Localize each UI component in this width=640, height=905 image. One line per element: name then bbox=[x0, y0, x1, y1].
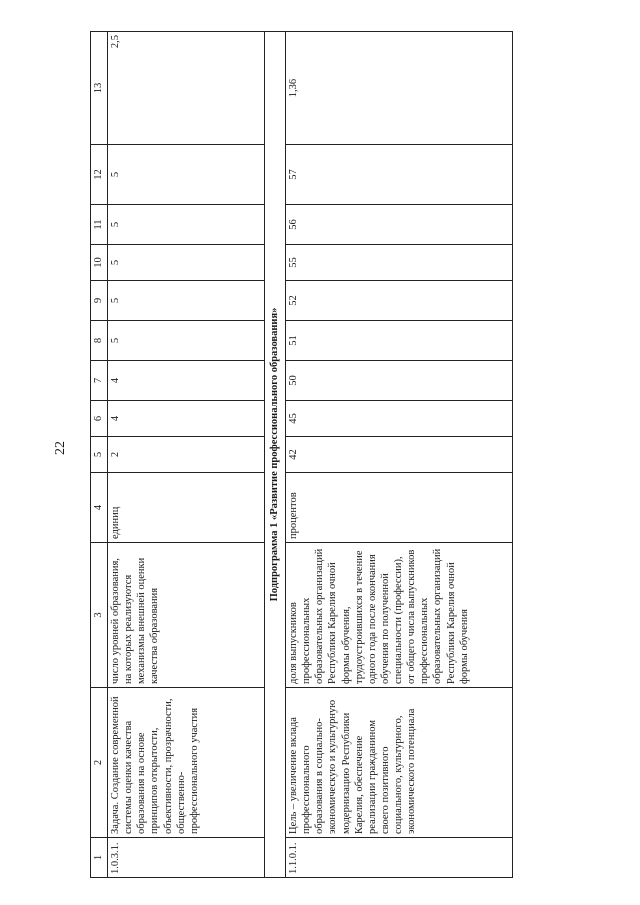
row-value: 4 bbox=[108, 401, 265, 437]
rotated-table-wrapper bbox=[90, 32, 500, 878]
header-cell: 5 bbox=[91, 437, 108, 473]
header-cell: 1 bbox=[91, 838, 108, 878]
header-cell: 11 bbox=[91, 205, 108, 245]
row-code: 1.0.3.1. bbox=[108, 838, 265, 878]
header-cell: 4 bbox=[91, 473, 108, 543]
row-value: 5 bbox=[108, 145, 265, 205]
row-indicator: доля выпускников профессиональных образовательных организаций Республики Карелия очной формы обучения, трудоустроившихся в течение одного года после окончания обучения по полученной специальности (профессии), от общего числа выпускников профессиональных образовательных организаций Республики Карелия очной формы обучения bbox=[286, 543, 513, 688]
row-value: 51 bbox=[286, 321, 513, 361]
row-unit: единиц bbox=[108, 473, 265, 543]
subprogram-title: Подпрограмма 1 «Развитие профессионального образования» bbox=[265, 32, 286, 878]
row-goal: Задача. Создание современной системы оценки качества образования на основе принципов открытости, объективности, прозрачности, общественно-профессионального участия bbox=[108, 688, 265, 838]
header-cell: 8 bbox=[91, 321, 108, 361]
row-code: 1.1.0.1. bbox=[286, 838, 513, 878]
row-value: 5 bbox=[108, 321, 265, 361]
row-unit: процентов bbox=[286, 473, 513, 543]
row-value: 57 bbox=[286, 145, 513, 205]
row-value: 4 bbox=[108, 361, 265, 401]
header-cell: 12 bbox=[91, 145, 108, 205]
header-cell: 3 bbox=[91, 543, 108, 688]
header-cell: 7 bbox=[91, 361, 108, 401]
row-value: 45 bbox=[286, 401, 513, 437]
row-value: 52 bbox=[286, 281, 513, 321]
row-goal: Цель – увеличение вклада профессионального образования в социально-экономическую и культурную модернизацию Республики Карелия, обеспечение реализации гражданином своего позитивного социального, культурного, экономического потенциала bbox=[286, 688, 513, 838]
header-cell: 13 bbox=[91, 32, 108, 145]
row-value: 2 bbox=[108, 437, 265, 473]
row-value: 2,5 bbox=[108, 32, 265, 145]
row-value: 1,36 bbox=[286, 32, 513, 145]
header-cell: 9 bbox=[91, 281, 108, 321]
page-number: 22 bbox=[53, 441, 68, 455]
table-row bbox=[286, 32, 513, 878]
row-indicator: число уровней образования, на которых реализуются механизмы внешней оценки качества образования bbox=[108, 543, 265, 688]
row-value: 5 bbox=[108, 245, 265, 281]
row-value: 55 bbox=[286, 245, 513, 281]
table-row bbox=[108, 32, 265, 878]
subprogram-row bbox=[265, 32, 286, 878]
header-cell: 2 bbox=[91, 688, 108, 838]
row-value: 56 bbox=[286, 205, 513, 245]
indicators-table bbox=[90, 31, 513, 878]
header-cell: 10 bbox=[91, 245, 108, 281]
header-row bbox=[91, 32, 108, 878]
row-value: 42 bbox=[286, 437, 513, 473]
header-cell: 6 bbox=[91, 401, 108, 437]
row-value: 50 bbox=[286, 361, 513, 401]
row-value: 5 bbox=[108, 281, 265, 321]
row-value: 5 bbox=[108, 205, 265, 245]
